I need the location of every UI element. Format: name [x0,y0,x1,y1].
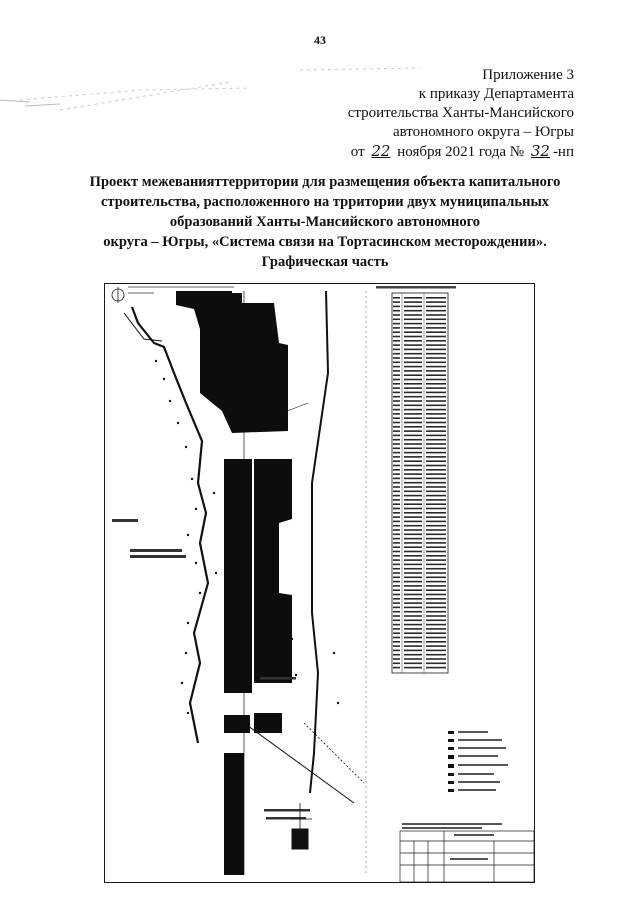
table-cell-mark [426,443,446,445]
table-cell-mark [426,542,446,544]
table-cell-mark [426,650,446,652]
table-cell-mark [393,357,400,359]
table-cell-mark [393,392,400,394]
table-cell-mark [426,521,446,523]
table-cell-mark [404,594,422,596]
table-cell-mark [404,310,422,312]
table-cell-mark [404,624,422,626]
table-cell-mark [426,654,446,656]
title-line-5: Графическая часть [261,254,389,270]
table-cell-mark [426,555,446,557]
table-cell-mark [393,482,400,484]
handwritten-day: 22 [371,142,391,160]
table-cell-mark [404,585,422,587]
table-cell-mark [393,495,400,497]
table-cell-mark [426,383,446,385]
table-cell-mark [426,663,446,665]
table-cell-mark [393,405,400,407]
table-cell-mark [393,594,400,596]
table-cell-mark [393,301,400,303]
table-cell-mark [426,448,446,450]
table-cell-mark [426,491,446,493]
table-cell-mark [393,559,400,561]
table-cell-mark [426,435,446,437]
table-cell-mark [393,465,400,467]
table-cell-mark [393,452,400,454]
table-cell-mark [404,405,422,407]
table-cell-mark [393,396,400,398]
table-cell-mark [393,529,400,531]
table-cell-mark [404,551,422,553]
table-cell-mark [393,667,400,669]
table-cell-mark [404,379,422,381]
table-cell-mark [393,349,400,351]
table-cell-mark [404,650,422,652]
table-cell-mark [404,598,422,600]
table-cell-mark [426,439,446,441]
table-cell-mark [426,331,446,333]
table-cell-mark [426,645,446,647]
title-line-3: образований Ханты-Мансийского автономного [169,214,481,230]
table-cell-mark [426,357,446,359]
table-cell-mark [393,602,400,604]
table-cell-mark [393,297,400,299]
table-cell-mark [404,641,422,643]
table-cell-mark [393,379,400,381]
table-cell-mark [404,422,422,424]
table-cell-mark [393,460,400,462]
table-cell-mark [404,314,422,316]
table-cell-mark [426,460,446,462]
table-cell-mark [404,396,422,398]
handwritten-number: 32 [530,142,550,160]
appendix-line-3: строительства Ханты-Мансийского [347,105,574,121]
table-cell-mark [426,426,446,428]
survey-drawing [104,283,535,883]
table-cell-mark [393,525,400,527]
table-cell-mark [426,534,446,536]
table-cell-mark [393,478,400,480]
table-cell-mark [426,336,446,338]
table-cell-mark [393,456,400,458]
table-cell-mark [426,538,446,540]
table-cell-mark [404,349,422,351]
table-cell-mark [393,508,400,510]
table-cell-mark [426,499,446,501]
table-cell-mark [393,572,400,574]
table-cell-mark [426,585,446,587]
table-cell-mark [393,581,400,583]
table-cell-mark [404,297,422,299]
table-cell-mark [393,555,400,557]
table-cell-mark [404,615,422,617]
table-cell-mark [404,667,422,669]
table-cell-mark [393,650,400,652]
table-cell-mark [404,508,422,510]
table-cell-mark [404,503,422,505]
table-cell-mark [426,362,446,364]
table-cell-mark [426,581,446,583]
table-cell-mark [393,344,400,346]
table-cell-mark [393,637,400,639]
table-cell-mark [393,628,400,630]
table-cell-mark [393,448,400,450]
table-cell-mark [426,396,446,398]
table-cell-mark [426,568,446,570]
table-cell-mark [393,435,400,437]
table-cell-mark [426,478,446,480]
table-cell-mark [393,551,400,553]
table-cell-mark [426,620,446,622]
table-cell-mark [426,624,446,626]
table-cell-mark [426,353,446,355]
table-cell-mark [426,495,446,497]
table-cell-mark [404,654,422,656]
table-cell-mark [426,572,446,574]
table-cell-mark [393,331,400,333]
table-cell-mark [404,409,422,411]
table-cell-mark [426,577,446,579]
table-cell-mark [426,529,446,531]
table-cell-mark [404,465,422,467]
table-cell-mark [426,486,446,488]
table-cell-mark [426,314,446,316]
table-cell-mark [404,435,422,437]
table-cell-mark [393,417,400,419]
table-cell-mark [404,336,422,338]
table-cell-mark [404,568,422,570]
table-cell-mark [426,611,446,613]
table-cell-mark [426,409,446,411]
table-cell-mark [404,581,422,583]
number-suffix: -нп [552,144,574,160]
table-cell-mark [404,534,422,536]
table-cell-mark [404,607,422,609]
table-cell-mark [404,306,422,308]
table-cell-mark [393,624,400,626]
table-cell-mark [426,637,446,639]
title-line-2: строительства, расположенного на трритории двух муниципальных [100,194,550,210]
table-cell-mark [404,555,422,557]
table-cell-mark [426,615,446,617]
table-cell-mark [393,443,400,445]
table-cell-mark [393,663,400,665]
table-cell-mark [404,564,422,566]
table-cell-mark [426,413,446,415]
table-cell-mark [393,319,400,321]
table-cell-mark [426,602,446,604]
document-title [60,172,590,272]
table-cell-mark [393,439,400,441]
table-cell-mark [404,331,422,333]
title-line-1: Проект межеванияттерритории для размещения объекта капитального [89,174,561,190]
table-cell-mark [426,641,446,643]
table-cell-mark [404,499,422,501]
table-cell-mark [404,340,422,342]
table-cell-mark [404,413,422,415]
table-cell-mark [426,405,446,407]
table-cell-mark [393,611,400,613]
table-cell-mark [393,362,400,364]
table-cell-mark [426,559,446,561]
table-cell-mark [393,538,400,540]
table-cell-mark [426,598,446,600]
table-cell-mark [426,297,446,299]
table-cell-mark [393,598,400,600]
table-cell-mark [404,546,422,548]
table-cell-mark [426,370,446,372]
table-cell-mark [393,542,400,544]
table-cell-mark [426,430,446,432]
table-cell-mark [393,422,400,424]
table-cell-mark [426,465,446,467]
table-cell-mark [426,525,446,527]
table-cell-mark [404,577,422,579]
table-cell-mark [404,542,422,544]
table-cell-mark [404,529,422,531]
table-cell-mark [404,426,422,428]
table-cell-mark [393,430,400,432]
table-cell-mark [404,525,422,527]
table-cell-mark [404,645,422,647]
table-cell-mark [404,443,422,445]
table-cell-mark [426,473,446,475]
table-cell-mark [393,564,400,566]
table-cell-mark [404,439,422,441]
table-cell-mark [426,482,446,484]
page-number: 43 [314,33,326,47]
table-cell-mark [393,546,400,548]
table-cell-mark [404,327,422,329]
table-cell-mark [393,353,400,355]
table-cell-mark [426,349,446,351]
table-cell-mark [404,301,422,303]
table-cell-mark [393,374,400,376]
table-cell-mark [404,456,422,458]
table-cell-mark [426,594,446,596]
table-cell-mark [426,452,446,454]
table-cell-mark [426,632,446,634]
table-cell-mark [404,417,422,419]
table-cell-mark [393,327,400,329]
table-cell-mark [426,417,446,419]
table-cell-mark [404,495,422,497]
table-cell-mark [393,409,400,411]
table-cell-mark [404,469,422,471]
table-cell-mark [404,486,422,488]
appendix-line-1: Приложение 3 [482,67,574,83]
table-cell-mark [393,306,400,308]
table-cell-mark [426,469,446,471]
table-cell-mark [404,628,422,630]
table-cell-mark [426,374,446,376]
table-cell-mark [393,499,400,501]
table-cell-mark [426,340,446,342]
table-cell-mark [404,400,422,402]
table-cell-mark [404,491,422,493]
table-cell-mark [404,516,422,518]
appendix-line-4: автономного округа – Югры [392,124,574,140]
title-line-4: округа – Югры, «Система связи на Тортасинском месторождении». [103,234,547,250]
table-cell-mark [404,323,422,325]
table-cell-mark [393,620,400,622]
table-cell-mark [404,448,422,450]
table-cell-mark [404,452,422,454]
table-cell-mark [404,538,422,540]
table-cell-mark [393,473,400,475]
table-cell-mark [426,392,446,394]
appendix-block [348,66,574,162]
table-cell-mark [426,546,446,548]
table-cell-mark [404,478,422,480]
table-cell-mark [404,383,422,385]
table-cell-mark [426,456,446,458]
table-cell-mark [393,654,400,656]
table-cell-mark [404,344,422,346]
table-cell-mark [393,413,400,415]
table-cell-mark [393,641,400,643]
table-cell-mark [404,559,422,561]
table-cell-mark [404,366,422,368]
table-cell-mark [393,426,400,428]
table-cell-mark [393,589,400,591]
table-cell-mark [426,366,446,368]
table-cell-mark [404,602,422,604]
table-cell-mark [404,392,422,394]
table-cell-mark [404,482,422,484]
table-cell-mark [426,310,446,312]
table-cell-mark [393,585,400,587]
table-cell-mark [393,314,400,316]
table-cell-mark [393,310,400,312]
table-cell-mark [393,491,400,493]
table-cell-mark [393,516,400,518]
table-cell-mark [404,632,422,634]
table-cell-mark [393,366,400,368]
table-cell-mark [404,374,422,376]
table-cell-mark [426,306,446,308]
table-cell-mark [393,340,400,342]
table-cell-mark [393,503,400,505]
table-cell-mark [404,637,422,639]
table-cell-mark [404,319,422,321]
table-cell-mark [404,357,422,359]
table-cell-mark [426,400,446,402]
table-cell-mark [404,572,422,574]
table-cell-mark [393,577,400,579]
table-cell-mark [426,387,446,389]
table-cell-mark [426,607,446,609]
table-cell-mark [404,512,422,514]
table-cell-mark [393,486,400,488]
date-prefix: от [350,144,365,160]
table-cell-mark [404,460,422,462]
table-cell-mark [393,323,400,325]
table-cell-mark [404,620,422,622]
date-middle: ноября 2021 года № [397,144,525,160]
table-cell-mark [393,336,400,338]
table-cell-mark [393,512,400,514]
table-cell-mark [404,370,422,372]
drawing-frame [105,284,535,883]
table-cell-mark [393,645,400,647]
table-cell-mark [393,632,400,634]
table-cell-mark [426,319,446,321]
table-cell-mark [426,327,446,329]
table-cell-mark [393,607,400,609]
appendix-date-line [348,142,574,162]
table-cell-mark [393,387,400,389]
table-cell-mark [393,534,400,536]
table-cell-mark [404,663,422,665]
table-cell-mark [404,387,422,389]
table-cell-mark [426,422,446,424]
table-cell-mark [393,568,400,570]
table-cell-mark [426,628,446,630]
table-cell-mark [426,564,446,566]
table-cell-mark [426,301,446,303]
table-cell-mark [426,658,446,660]
table-cell-mark [393,615,400,617]
table-cell-mark [426,667,446,669]
table-cell-mark [404,589,422,591]
table-cell-mark [393,521,400,523]
table-cell-mark [393,383,400,385]
table-cell-mark [426,323,446,325]
table-cell-mark [393,370,400,372]
appendix-line-2: к приказу Департамента [418,86,574,102]
table-cell-mark [404,521,422,523]
table-cell-mark [426,551,446,553]
table-cell-mark [426,379,446,381]
table-cell-mark [404,611,422,613]
table-cell-mark [426,344,446,346]
table-cell-mark [404,353,422,355]
table-cell-mark [426,503,446,505]
table-cell-mark [393,469,400,471]
table-cell-mark [426,508,446,510]
table-cell-mark [426,589,446,591]
table-cell-mark [404,473,422,475]
table-cell-mark [393,400,400,402]
table-cell-mark [393,658,400,660]
table-cell-mark [426,516,446,518]
table-cell-mark [404,362,422,364]
table-cell-mark [426,512,446,514]
table-cell-mark [404,658,422,660]
table-cell-mark [404,430,422,432]
